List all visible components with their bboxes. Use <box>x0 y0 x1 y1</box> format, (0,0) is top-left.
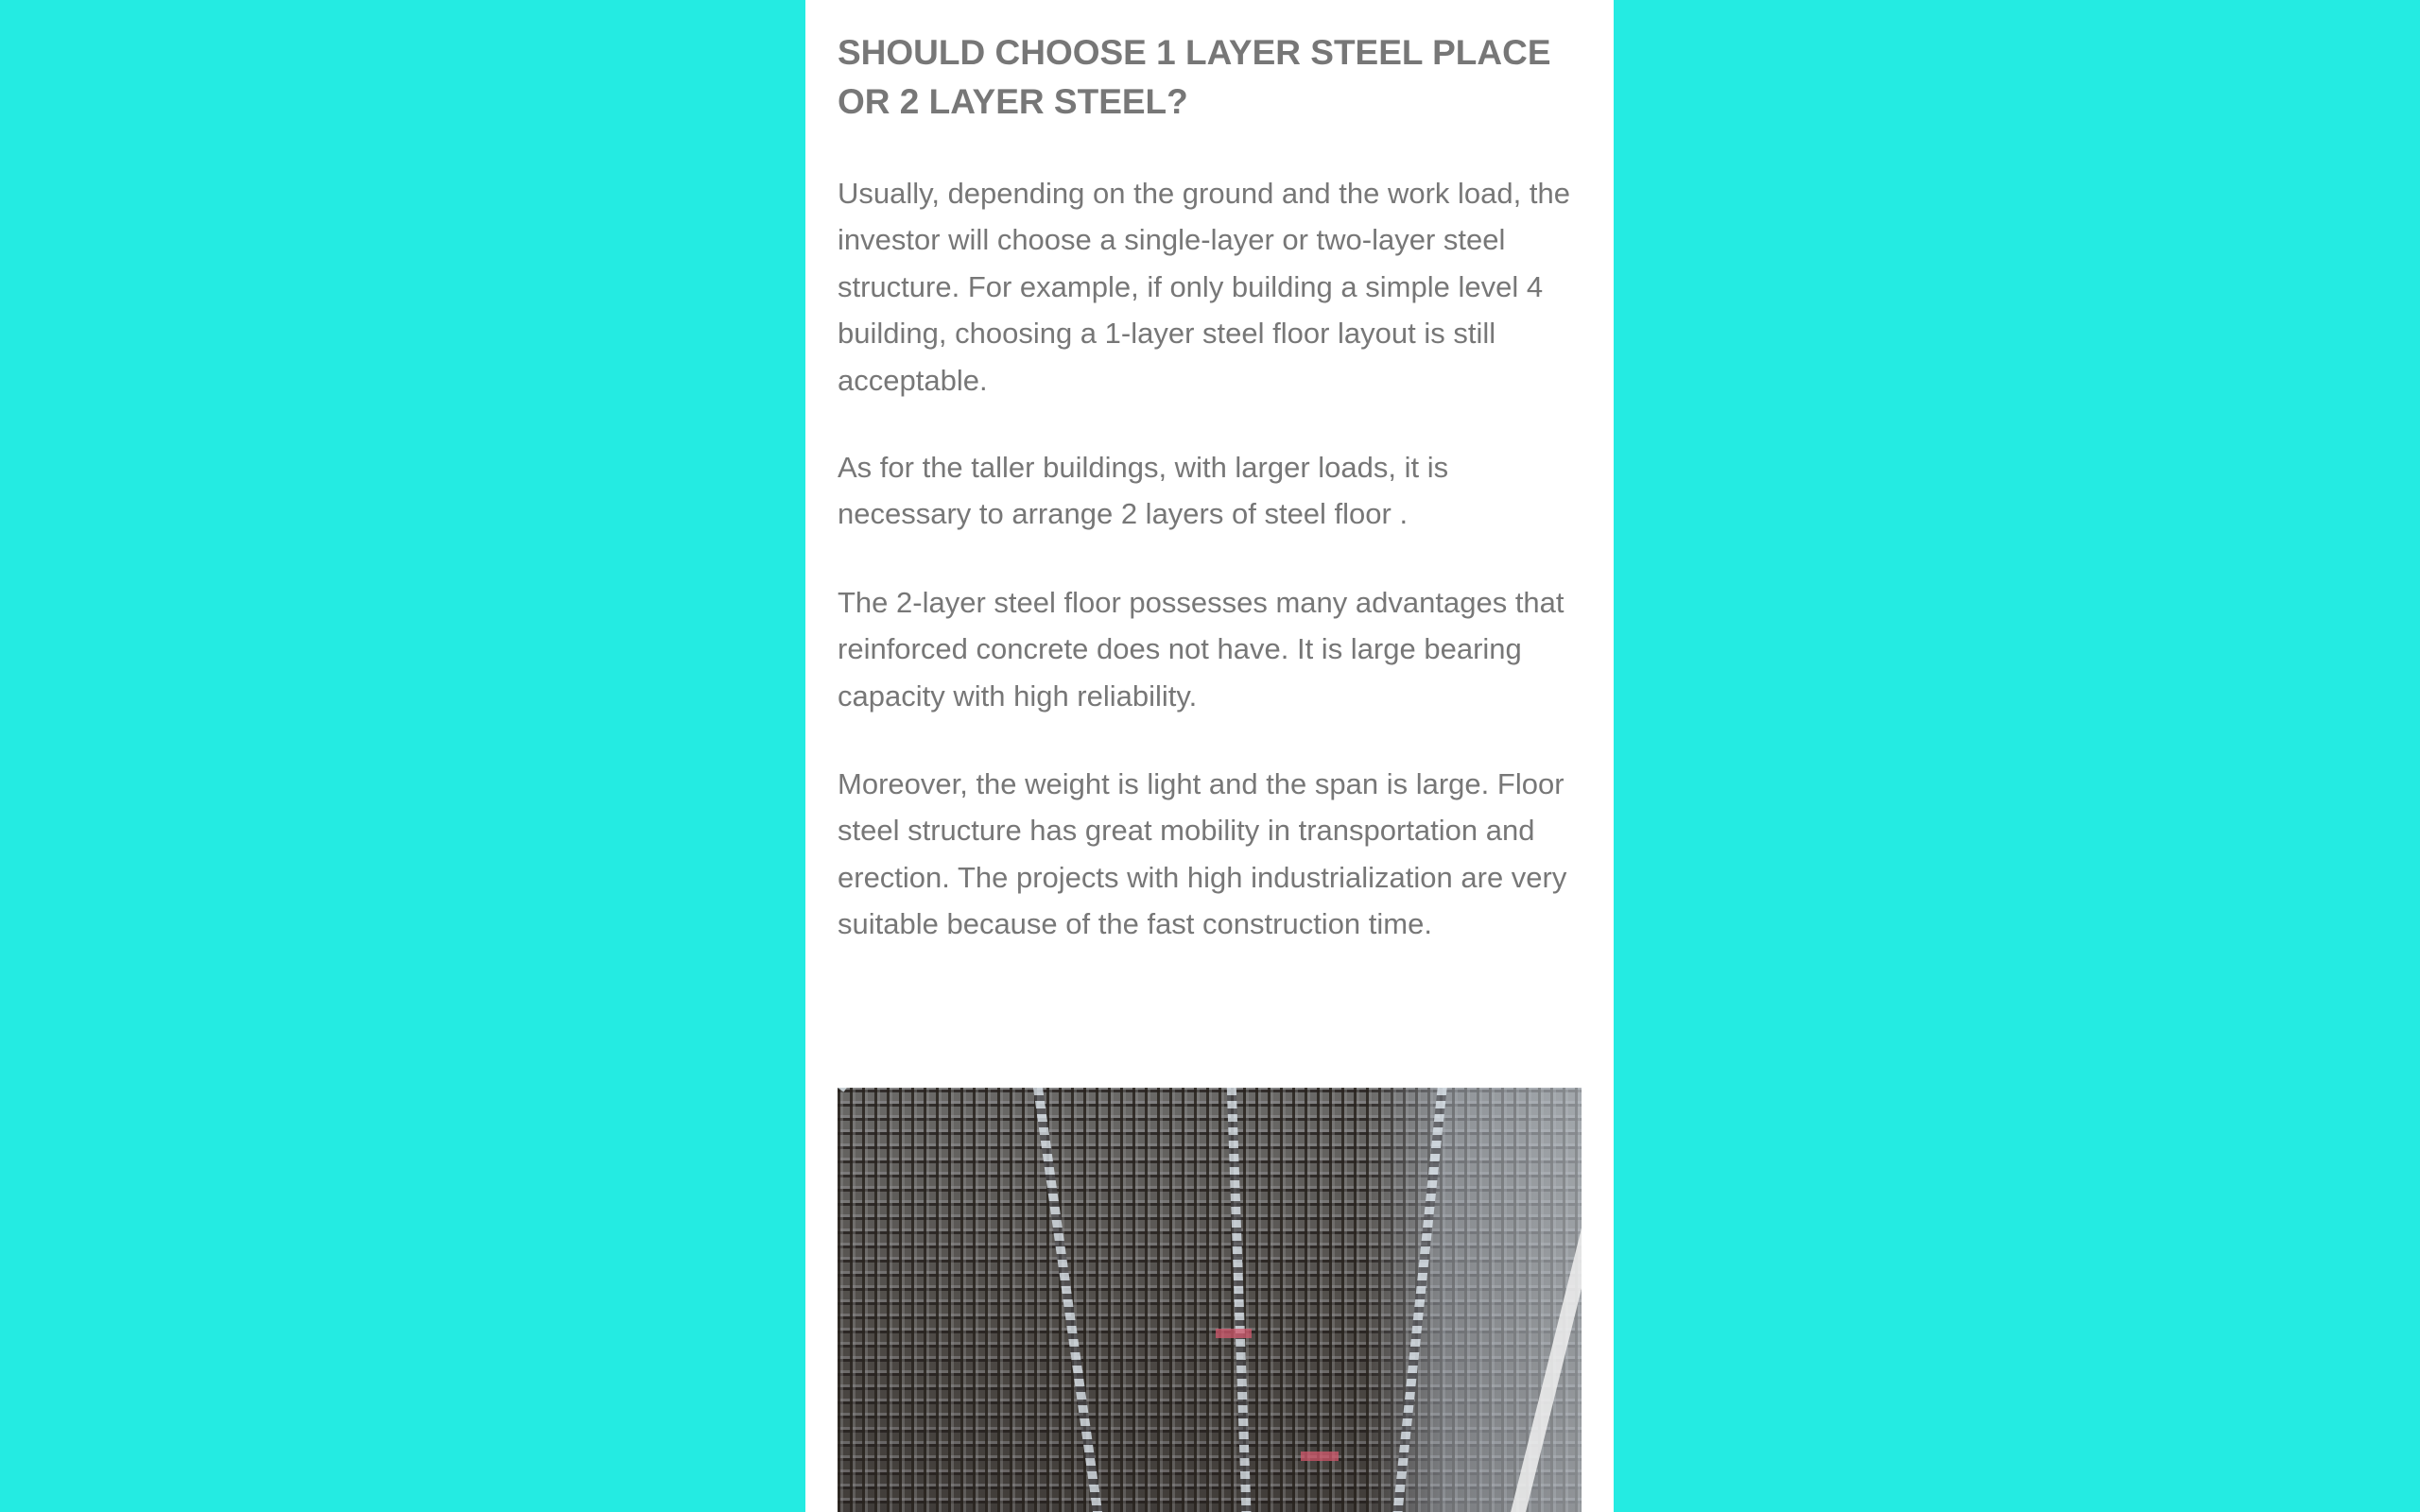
article-panel <box>805 0 1614 1512</box>
steel-mesh-photo <box>838 1088 1582 1512</box>
rebar-band <box>1391 1088 1446 1512</box>
spacer-mark <box>1216 1329 1252 1338</box>
rebar-band <box>1227 1088 1252 1512</box>
rebar-band <box>1033 1088 1105 1512</box>
paragraph-taller-buildings: As for the taller buildings, with larger loads, it is necessary to arrange 2 layers of steel floor . <box>838 451 1449 531</box>
formwork-stripe <box>1511 1201 1582 1512</box>
paragraph-advantages: The 2-layer steel floor possesses many advantages that reinforced concrete does not have. It is large bearing capacity with high reliability. <box>838 586 1564 713</box>
paragraph-ground-load: Usually, depending on the ground and the work load, the investor will choose a single-layer or two-layer steel structure. For example, if only building a simple level 4 building, choosing a 1-layer steel floor layout is still acceptable. <box>838 177 1570 397</box>
article-heading: SHOULD CHOOSE 1 LAYER STEEL PLACE OR 2 LAYER STEEL? <box>838 33 1551 121</box>
paragraph-weight-span: Moreover, the weight is light and the span is large. Floor steel structure has great mobility in transportation and erection. The projects with high industrialization are very suitable because of the fast construction time. <box>838 767 1567 941</box>
spacer-mark <box>1301 1452 1339 1461</box>
pipe <box>838 1088 876 1092</box>
